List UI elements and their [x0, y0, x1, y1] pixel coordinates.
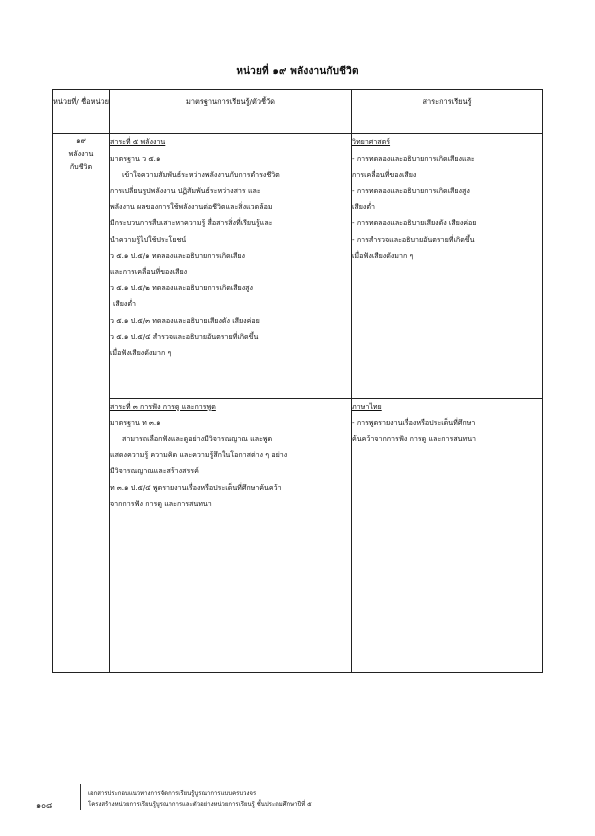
page-title: หน่วยที่ ๑๙ พลังงานกับชีวิต: [236, 66, 359, 77]
indicator: เมื่อฟังเสียงดังมาก ๆ: [110, 348, 172, 358]
content-item: - การทดลองและอธิบายการเกิดเสียงและ: [352, 153, 475, 163]
header-standards: มาตรฐานการเรียนรู้/ตัวชี้วัด: [110, 90, 352, 134]
standard-text: มีกระบวนการสืบเสาะหาความรู้ สื่อสารสิ่งที่เรียนรู้และ: [110, 218, 273, 228]
page-number: ๑๐๘: [36, 801, 53, 810]
header-content: สาระการเรียนรู้: [352, 90, 543, 134]
indicator: ท ๓.๑ ป.๕/๔ พูดรายงานเรื่องหรือประเด็นที่ศึกษาค้นคว้า: [110, 482, 282, 492]
subject-heading: ภาษาไทย: [352, 401, 382, 411]
content-item: การเคลื่อนที่ของเสียง: [352, 169, 417, 179]
indicator: ว ๕.๑ ป.๕/๒ ทดลองและอธิบายการเกิดเสียงสูง: [110, 283, 253, 293]
standard-text: มีวิจารณญาณและสร้างสรรค์: [110, 466, 199, 476]
standard-code: มาตรฐาน ท ๓.๑: [110, 417, 161, 427]
standard-text: นำความรู้ไปใช้ประโยชน์: [110, 234, 187, 244]
indicator: ว ๕.๑ ป.๕/๔ สำรวจและอธิบายอันตรายที่เกิดขึ้น: [110, 331, 259, 341]
content-item: - การสำรวจและอธิบายอันตรายที่เกิดขึ้น: [352, 234, 475, 244]
content-item: - การทดลองและอธิบายเสียงดัง เสียงค่อย: [352, 218, 477, 228]
standards-cell-thai: [110, 398, 352, 672]
indicator: จากการฟัง การดู และการสนทนา: [110, 498, 212, 508]
standard-text: แสดงความรู้ ความคิด และความรู้สึกในโอกาสต่าง ๆ อย่าง: [110, 450, 288, 460]
unit-name-line2: กับชีวิต: [69, 162, 93, 172]
standards-cell-science: [110, 134, 352, 398]
table-header-row: [53, 90, 543, 134]
header-unit: [53, 90, 110, 134]
page-footer: [0, 784, 595, 824]
content-cell-thai: [352, 398, 543, 672]
indicator: ว ๕.๑ ป.๕/๓ ทดลองและอธิบายเสียงดัง เสียงค่อย: [110, 315, 260, 325]
curriculum-table: [52, 89, 543, 673]
content-item: เสียงต่ำ: [352, 202, 375, 212]
strand-heading: สาระที่ ๕ พลังงาน: [110, 137, 166, 147]
table-row: [53, 398, 543, 672]
standard-text: เข้าใจความสัมพันธ์ระหว่างพลังงานกับการดำรงชีวิต: [122, 169, 280, 179]
strand-heading: สาระที่ ๓ การฟัง การดู และการพูด: [110, 401, 216, 411]
table-row: [53, 134, 543, 398]
standard-code: มาตรฐาน ว ๕.๑: [110, 153, 161, 163]
indicator: ว ๕.๑ ป.๕/๑ ทดลองและอธิบายการเกิดเสียง: [110, 250, 245, 260]
indicator: และการเคลื่อนที่ของเสียง: [110, 267, 188, 276]
unit-number: ๑๙: [76, 136, 86, 146]
standard-text: พลังงาน ผลของการใช้พลังงานต่อชีวิตและสิ่งแวดล้อม: [110, 202, 273, 212]
unit-cell: [53, 134, 110, 673]
footer-line-2: โครงสร้างหน่วยการเรียนรู้บูรณาการและตัวอย่างหน่วยการเรียนรู้ ชั้นประถมศึกษาปีที่ ๕: [88, 801, 312, 808]
unit-name-line1: พลังงาน: [68, 149, 94, 159]
footer-divider: [80, 784, 81, 810]
content-cell-science: [352, 134, 543, 398]
header-unit-label: หน่วยที่/ ชื่อหน่วย: [53, 97, 109, 106]
footer-line-1: เอกสารประกอบแนวทางการจัดการเรียนรู้บูรณาการแบบครบวงจร: [88, 790, 257, 797]
subject-heading: วิทยาศาสตร์: [352, 137, 391, 147]
indicator: เสียงต่ำ: [113, 299, 136, 309]
content-item: เมื่อฟังเสียงดังมาก ๆ: [352, 250, 414, 260]
content-item: - การทดลองและอธิบายการเกิดเสียงสูง: [352, 185, 470, 195]
content-item: - การพูดรายงานเรื่องหรือประเด็นที่ศึกษา: [352, 417, 476, 427]
standard-text: การเปลี่ยนรูปพลังงาน ปฏิสัมพันธ์ระหว่างสาร และ: [110, 185, 261, 195]
standard-text: สามารถเลือกฟังและดูอย่างมีวิจารณญาณ และพูด: [122, 434, 273, 444]
content-item: ค้นคว้าจากการฟัง การดู และการสนทนา: [352, 434, 477, 444]
